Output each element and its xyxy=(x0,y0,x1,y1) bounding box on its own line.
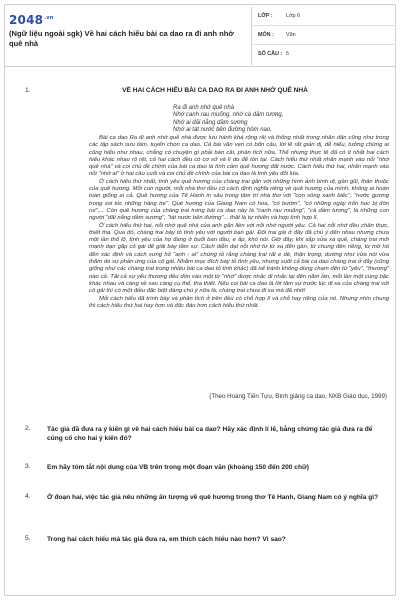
question-number: 2. xyxy=(25,425,31,432)
poem-line: Nhớ ai tát nước bên đường hôm nao. xyxy=(173,127,272,134)
passage-paragraph: Ở cách hiểu thứ hai, nỗi nhớ quê nhà của anh gắn liền với nỗi nhớ người yêu. Cả hai nỗi nhớ đều chân thực, thiết tha. Qua đó, chàng trai bày tỏ tình yêu với người bạn gái. Đôi trai gái ở đây đã chủ ý đến nhau nhưng chưa một lần thổ lộ, tình yêu của họ đang ở buổi ban đầu, e ấp, khó nói. Giờ đây, khi sắp sửa xa quê, chàng trai mới mạnh dạn gặp cô gái để giãi bày tâm sự. Cách diễn đạt nỗi nhớ tư từ xa đến gần, từ chung đến riêng, từ mờ hồ đến xác định và cách xưng hô "anh - ai" chừng tỏ rằng chàng trai rất e dè, thận trọng, dường như vừa nói vừa thăm dò sự phản ứng của cô gái. Nhằm mục đích bày tỏ tình yêu, nhưng suốt cả bài ca dao chàng trai ở đây (cũng giống như các chàng trai trong nhiều bài ca dao tỏ tình khác) đã nể tránh không dùng chạm đến từ "yêu", "thương" nào cả. Tất cả sự yêu thương đều dồn vào một từ "nhớ" được nhắc đi nhắc lại đến năm lần, mỗi lần một cung bậc khác nhau và càng về sau càng cụ thể, tha thiết. Nếu coi bài ca dao là lời tâm sự trước lúc đi xa của chàng trai với cô gái thì có một điều đặc biệt đáng chú ý nữa là, chàng trai chưa đi xa mà đã nhớ! xyxy=(89,222,389,295)
passage-title: VỀ HAI CÁCH HIỂU BÀI CA DAO RA ĐI ANH NHỚ QUÊ NHÀ xyxy=(122,87,308,94)
meta-value: Văn xyxy=(286,32,296,38)
passage-body xyxy=(89,135,389,310)
meta-table xyxy=(251,7,395,65)
meta-label: LỚP : xyxy=(258,13,273,19)
worksheet-header xyxy=(5,5,395,67)
poem-line: Ra đi anh nhớ quê nhà xyxy=(173,105,235,111)
meta-row-grade xyxy=(252,7,396,26)
passage-paragraph: Mỗi cách hiểu đã trình bày và phân tích ở trên đều có chỗ hợp lí và chỗ hay riêng của nó. Nhưng nhìn chung thì cách hiểu thứ hai hay hơn và độc đáo hơn cách hiểu thứ nhất. xyxy=(89,295,389,309)
meta-label: SỐ CÂU : xyxy=(258,51,283,57)
poem-line: Nhớ canh rau muống, nhớ cà dầm tương, xyxy=(173,112,284,119)
meta-row-count xyxy=(252,45,396,64)
question-number: 1. xyxy=(25,87,31,94)
passage-paragraph: Bài ca dao Ra đi anh nhớ quê nhà được lưu hành khá rộng rãi và thống nhất trong nhân dân cũng như trong các tập sách sưu tầm, tuyển chọn ca dao. Cả bài văn vẹn có bốn câu, lời lẽ rất giản dị, dễ hiểu, tưởng chừng ai cũng hiểu như nhau, chẳng có chuyện gì phải bàn cãi, phân tích nữa. Thế nhưng thực tế đã có ít nhất hai cách hiểu khác nhau rõ rệt, cả hai cách đều có cơ sở và lí do để tồn tại. Cách hiểu thứ nhất nhấn mạnh vào nỗi "nhớ quê nhà" và coi chủ đề chính của bài ca dao là tình cảm quê hương đất nước. Cách hiểu thứ hai, nhấn mạnh vào nỗi "nhớ ai" ở hai câu cuối và coi chủ đề chính của bài ca dao là tình yêu đôi lứa. xyxy=(89,135,389,178)
meta-value: Lớp 6 xyxy=(286,13,301,19)
passage-paragraph: Ở cách hiểu thứ nhất, tình yêu quê hương của chàng trai gắn với những hình ảnh bình dị, gần gũi, thân thuộc của quê hương. Mỗi con người, mỗi nhà thơ đều có cách định nghĩa riêng về quê hương của mình, không ai hoàn toàn giống ai cả. Quê hương của Tế Hanh in sâu trong tâm trí nhà thơ với "con sông xanh biếc", "nước gương trong soi tóc những hàng tre". Quê hương của Giang Nam có hoa, "có bướm", "có những ngày trốn học bị đòn roi",... Còn quê hương của chàng trai trong bài ca dao này là "canh rau muống", "cà dầm tương", là những con người "dãi nắng dầm sương", "tát nước bên đường"... thật là tự nhiên và hợp tình hợp lí. xyxy=(89,178,389,222)
meta-row-subject xyxy=(252,26,396,45)
logo-main: 2048 xyxy=(9,13,44,27)
poem xyxy=(173,105,283,135)
question-number: 4. xyxy=(25,493,31,500)
poem-line: Nhớ ai dãi nắng dầm sương xyxy=(173,119,248,126)
page-title: (Ngữ liệu ngoài sgk) Về hai cách hiểu bài ca dao ra đi anh nhớ quê nhà xyxy=(9,29,234,48)
question-number: 3. xyxy=(25,463,31,470)
passage-source: (Theo Hoàng Tiến Tựu, Bình giảng ca dao, NXB Giáo dục, 1999) xyxy=(209,393,387,400)
meta-label: MÔN : xyxy=(258,32,274,38)
logo-domain: .vn xyxy=(44,15,54,21)
site-logo[interactable] xyxy=(9,13,54,27)
worksheet xyxy=(4,4,396,596)
question-text: Ở đoạn hai, việc tác giả nêu những ấn tượng về quê hương trong thơ Tế Hanh, Giang Nam có ý nghĩa gì? xyxy=(47,494,379,501)
meta-value: 5 xyxy=(286,51,289,57)
question-text: Tác giả đã đưa ra ý kiến gì về hai cách hiểu bài ca dao? Hãy xác định lí lẽ, bằng chứng tác giả đưa ra để củng cố cho hai ý kiến đó? xyxy=(47,426,373,442)
question-number: 5. xyxy=(25,535,31,542)
question-text: Trong hai cách hiểu mà tác giả đưa ra, em thích cách hiểu nào hơn? Vì sao? xyxy=(47,536,286,543)
question-text: Em hãy tóm tắt nội dung của VB trên trong một đoạn văn (khoảng 150 đến 200 chữ) xyxy=(47,464,309,471)
